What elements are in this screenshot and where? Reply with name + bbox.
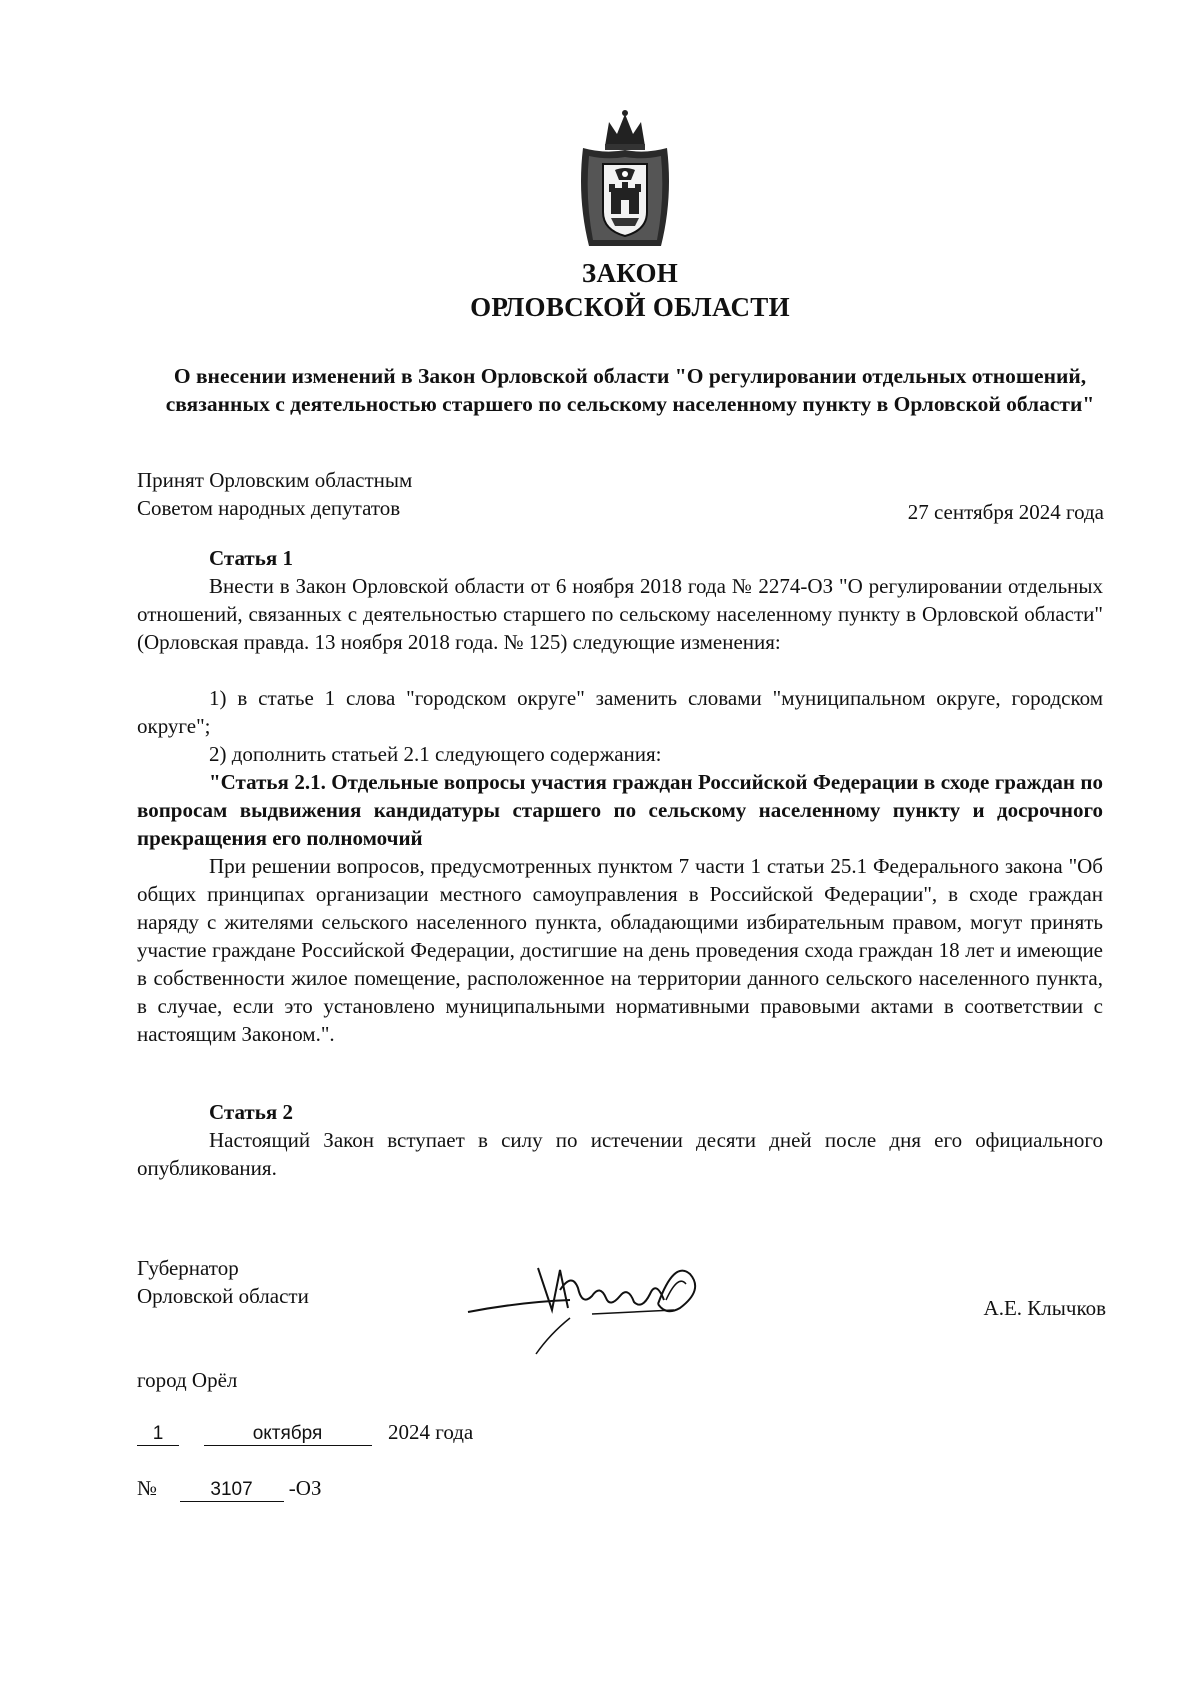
new-article-text: При решении вопросов, предусмотренных пунктом 7 части 1 статьи 25.1 Федерального закона "Об общих принципах организации местного самоуправления в Российской Федерации", в сходе граждан наряду с жителями сельского населенного пункта, обладающими избирательным правом, могут принять участие граждане Российской Федерации, достигшие на день проведения схода граждан 18 лет и имеющие в собственности жилое помещение, расположенное на территории данного сельского населенного пункта, в случае, если это установлено муниципальными нормативными правовыми актами в соответствии с настоящим Законом.". (137, 854, 1103, 1046)
article1-item2: 2) дополнить статьей 2.1 следующего содержания: (209, 742, 662, 766)
law-number: 3107 (180, 1479, 284, 1502)
article1-heading: Статья 1 (209, 546, 293, 570)
signing-day: 1 (137, 1423, 179, 1446)
adoption-body-line2: Советом народных депутатов (137, 496, 401, 520)
law-title-line1: ЗАКОН (581, 258, 679, 288)
signing-year: 2024 года (388, 1420, 474, 1444)
governor-title-line1: Губернатор (137, 1256, 239, 1280)
law-number-suffix: -ОЗ (288, 1476, 322, 1500)
governor-name: А.Е. Клычков (983, 1296, 1106, 1320)
adoption-body-line1: Принят Орловским областным (137, 468, 413, 492)
article1-intro: Внести в Закон Орловской области от 6 ноября 2018 года № 2274-ОЗ "О регулировании отдельных отношений, связанных с деятельностью старшего по сельскому населенному пункту в Орловской области" (Орловская правда. 13 ноября 2018 года. № 125) следующие изменения: (137, 574, 1103, 654)
new-article-title: "Статья 2.1. Отдельные вопросы участия граждан Российской Федерации в сходе граждан по вопросам выдвижения кандидатуры старшего по сельскому населенному пункту и досрочного прекращения его полномочий (137, 770, 1103, 850)
article2-heading: Статья 2 (209, 1100, 293, 1124)
article2-text: Настоящий Закон вступает в силу по истечении десяти дней после дня его официального опубликования. (137, 1128, 1103, 1180)
law-title-line2: ОРЛОВСКОЙ ОБЛАСТИ (470, 292, 790, 322)
adoption-date: 27 сентября 2024 года (907, 500, 1104, 524)
article1-item1: 1) в статье 1 слова "городском округе" заменить словами "муниципальном округе, городском округе"; (137, 686, 1103, 738)
signing-month: октября (204, 1423, 372, 1446)
coat-of-arms-emblem (575, 108, 675, 250)
governor-title-line2: Орловской области (137, 1284, 309, 1308)
law-subtitle: О внесении изменений в Закон Орловской области "О регулировании отдельных отношений, связанных с деятельностью старшего по сельскому населенному пункту в Орловской области" (165, 364, 1095, 416)
law-number-row (137, 1474, 321, 1502)
governor-signature (460, 1250, 720, 1360)
signing-date-row (137, 1418, 473, 1446)
number-sign: № (137, 1476, 158, 1500)
city: город Орёл (137, 1368, 238, 1392)
